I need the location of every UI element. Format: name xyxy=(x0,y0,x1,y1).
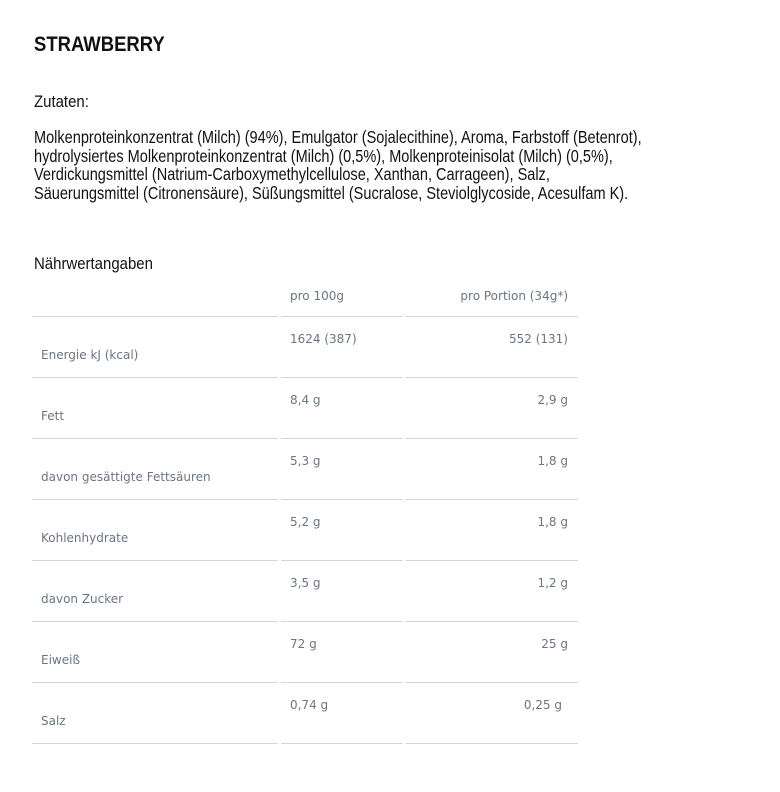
table-row xyxy=(32,378,578,439)
product-title: STRAWBERRY xyxy=(34,33,165,56)
nutrient-name: Salz xyxy=(32,683,278,744)
value-per-100g: 1624 (387) xyxy=(281,317,403,378)
nutrient-name: Kohlenhydrate xyxy=(32,500,278,561)
value-per-100g: 5,2 g xyxy=(281,500,403,561)
column-header-nutrient xyxy=(32,280,278,317)
column-header-per-portion: pro Portion (34g*) xyxy=(406,280,578,317)
nutrient-name: Energie kJ (kcal) xyxy=(32,317,278,378)
nutrient-name: davon gesättigte Fettsäuren xyxy=(32,439,278,500)
table-row xyxy=(32,439,578,500)
value-per-100g: 8,4 g xyxy=(281,378,403,439)
table-header-row xyxy=(32,280,578,317)
table-row xyxy=(32,683,578,744)
column-header-per-100g: pro 100g xyxy=(281,280,403,317)
value-per-portion: 1,8 g xyxy=(406,439,578,500)
table-row xyxy=(32,622,578,683)
value-per-portion: 1,2 g xyxy=(406,561,578,622)
nutrient-name: davon Zucker xyxy=(32,561,278,622)
value-per-portion: 1,8 g xyxy=(406,500,578,561)
value-per-portion: 552 (131) xyxy=(406,317,578,378)
ingredients-label: Zutaten: xyxy=(34,92,89,111)
value-per-100g: 3,5 g xyxy=(281,561,403,622)
value-per-100g: 5,3 g xyxy=(281,439,403,500)
value-per-portion: 25 g xyxy=(406,622,578,683)
value-per-100g: 0,74 g xyxy=(281,683,403,744)
nutrient-name: Fett xyxy=(32,378,278,439)
value-per-100g: 72 g xyxy=(281,622,403,683)
nutrient-name: Eiweiß xyxy=(32,622,278,683)
ingredients-line: Molkenproteinkonzentrat (Milch) (94%), Emulgator (Sojalecithine), Aroma, Farbstoff (Betenrot), xyxy=(34,127,642,147)
table-row xyxy=(32,561,578,622)
ingredients-line: Säuerungsmittel (Citronensäure), Süßungsmittel (Sucralose, Steviolglycoside, Acesulfam K). xyxy=(34,182,629,203)
nutrition-table xyxy=(29,280,581,744)
nutrition-heading: Nährwertangaben xyxy=(34,254,153,273)
table-row xyxy=(32,500,578,561)
table-row xyxy=(32,317,578,378)
value-per-portion: 2,9 g xyxy=(406,378,578,439)
value-per-portion: 0,25 g xyxy=(406,683,578,744)
ingredients-line: Verdickungsmittel (Natrium-Carboxymethylcellulose, Xanthan, Carrageen), Salz, xyxy=(34,164,550,184)
ingredients-text xyxy=(34,128,748,202)
ingredients-line: hydrolysiertes Molkenproteinkonzentrat (Milch) (0,5%), Molkenproteinisolat (Milch) (0,5%), xyxy=(34,145,613,166)
